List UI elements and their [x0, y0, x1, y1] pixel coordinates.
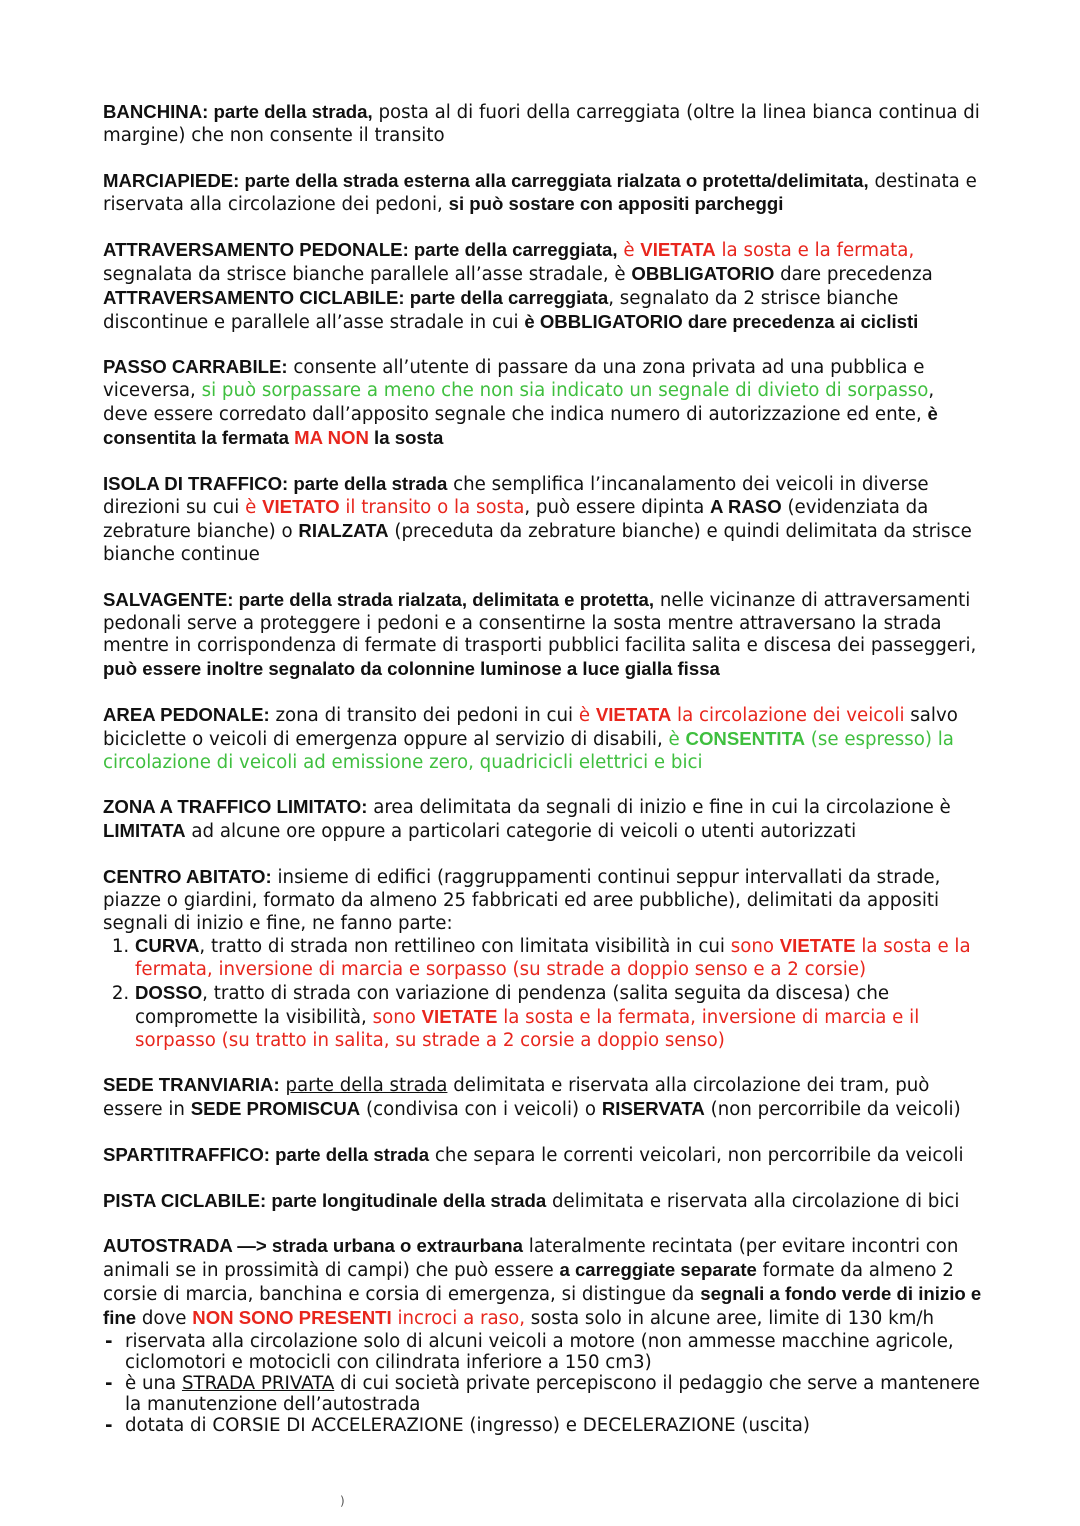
term-ztl: ZONA A TRAFFICO LIMITATO:	[103, 796, 368, 818]
term-isola-traffico: ISOLA DI TRAFFICO: parte della strada	[103, 472, 448, 494]
term-banchina: BANCHINA: parte della strada,	[103, 101, 373, 122]
term-sede-tranviaria: SEDE TRANVIARIA:	[103, 1074, 280, 1096]
list-item: 1. CURVA, tratto di strada non rettilineo con limitata visibilità in cui sono VIETATE la sosta e la fermata, inversione di marcia e sorpasso (su strade a doppio senso e a 2 corsie)	[135, 935, 983, 982]
paragraph-attraversamento-pedonale: ATTRAVERSAMENTO PEDONALE: parte della carreggiata, è VIETATA la sosta e la fermata, segnalata da strisce bianche parallele all’asse stradale, è OBBLIGATORIO dare precedenza	[103, 239, 933, 285]
footer-mark: )	[340, 1494, 345, 1508]
paragraph-area-pedonale: AREA PEDONALE: zona di transito dei pedoni in cui è VIETATA la circolazione dei veicoli salvo biciclette o veicoli di emergenza oppure al servizio di disabili, è CONSENTITA (se espresso) la circolazione di veicoli ad emissione zero, quadricicli elettrici e bici	[103, 703, 958, 773]
term-salvagente: SALVAGENTE: parte della strada rialzata, delimitata e protetta,	[103, 588, 655, 610]
paragraph-ztl: ZONA A TRAFFICO LIMITATO: area delimitata da segnali di inizio e fine in cui la circolazione è LIMITATA ad alcune ore oppure a particolari categorie di veicoli o utenti autorizzati	[103, 796, 951, 843]
term-autostrada: AUTOSTRADA —> strada urbana o extraurbana	[103, 1235, 524, 1257]
paragraph-isola-traffico: ISOLA DI TRAFFICO: parte della strada che semplifica l’incanalamento dei veicoli in diverse direzioni su cui è VIETATO il transito o la sosta, può essere dipinta A RASO (evidenziata da zebrature bianche) o RIALZATA (preceduta da zebrature bianche) e quindi delimitata da strisce bianche continue	[103, 472, 972, 565]
paragraph-sede-tranviaria: SEDE TRANVIARIA: parte della strada delimitata e riservata alla circolazione dei tram, può essere in SEDE PROMISCUA (condivisa con i veicoli) o RISERVATA (non percorribile da veicoli)	[103, 1074, 961, 1121]
term-area-pedonale: AREA PEDONALE:	[103, 703, 270, 725]
list-item: - è una STRADA PRIVATA di cui società private percepiscono il pedaggio che serve a mantenere la manutenzione dell’autostrada	[103, 1373, 983, 1415]
paragraph-banchina: BANCHINA: parte della strada, posta al di fuori della carreggiata (oltre la linea bianca continua di margine) che non consente il transito	[103, 101, 980, 146]
paragraph-attraversamento-ciclabile: ATTRAVERSAMENTO CICLABILE: parte della carreggiata, segnalato da 2 strisce bianche discontinue e parallele all’asse stradale in cui è OBBLIGATORIO dare precedenza ai ciclisti	[103, 286, 919, 333]
term-spartitraffico: SPARTITRAFFICO: parte della strada	[103, 1143, 430, 1165]
list-item: - riservata alla circolazione solo di alcuni veicoli a motore (non ammesse macchine agricole, ciclomotori e motocicli con cilindrata inferiore a 150 cm3)	[103, 1331, 983, 1373]
term-centro-abitato: CENTRO ABITATO:	[103, 865, 272, 887]
term-attraversamento-ciclabile: ATTRAVERSAMENTO CICLABILE: parte della carreggiata	[103, 286, 609, 308]
autostrada-list	[103, 1331, 983, 1438]
paragraph-pista-ciclabile: PISTA CICLABILE: parte longitudinale della strada delimitata e riservata alla circolazione di bici	[103, 1189, 960, 1212]
term-pista-ciclabile: PISTA CICLABILE: parte longitudinale della strada	[103, 1189, 547, 1211]
list-item: - dotata di CORSIE DI ACCELERAZIONE (ingresso) e DECELERAZIONE (uscita)	[103, 1415, 983, 1438]
term-marciapiede: MARCIAPIEDE: parte della strada esterna alla carreggiata rialzata o protetta/delimitata,	[103, 169, 869, 191]
list-item: 2. DOSSO, tratto di strada con variazione di pendenza (salita seguita da discesa) che compromette la visibilità, sono VIETATE la sosta e la fermata, inversione di marcia e il sorpasso (su tratto in salita, su strade a 2 corsie a doppio senso)	[135, 982, 983, 1052]
document-page	[103, 101, 983, 1459]
centro-abitato-list	[103, 935, 983, 1052]
paragraph-autostrada: AUTOSTRADA —> strada urbana o extraurbana lateralmente recintata (per evitare incontri con animali se in prossimità di campi) che può essere a carreggiate separate formate da almeno 2 corsie di marcia, banchina e corsia di emergenza, si distingue da segnali a fondo verde di inizio e fine dove NON SONO PRESENTI incroci a raso, sosta solo in alcune aree, limite di 130 km/h - riservata alla circolazione solo di alcuni veicoli a motore (non ammesse macchine agricole, ciclomotori e motocicli con cilindrata inferiore a 150 cm3) - è una STRADA PRIVATA di cui società private percepiscono il pedaggio che serve a mantenere la manutenzione dell’autostrada - dotata di CORSIE DI ACCELERAZIONE (ingresso) e DECELERAZIONE (uscita)	[103, 1235, 983, 1437]
paragraph-spartitraffico: SPARTITRAFFICO: parte della strada che separa le correnti veicolari, non percorribile da veicoli	[103, 1143, 964, 1166]
term-attraversamento-pedonale: ATTRAVERSAMENTO PEDONALE: parte della carreggiata,	[103, 239, 618, 261]
paragraph-marciapiede: MARCIAPIEDE: parte della strada esterna alla carreggiata rialzata o protetta/delimitata, destinata e riservata alla circolazione dei pedoni, si può sostare con appositi parcheggi	[103, 169, 977, 216]
paragraph-centro-abitato: CENTRO ABITATO: insieme di edifici (raggruppamenti continui seppur intervallati da strade, piazze o giardini, formato da almeno 25 fabbricati ed aree pubbliche), delimitati da appositi segnali di inizio e fine, ne fanno parte: 1. CURVA, tratto di strada non rettilineo con limitata visibilità in cui sono VIETATE la sosta e la fermata, inversione di marcia e sorpasso (su strade a doppio senso e a 2 corsie) 2. DOSSO, tratto di strada con variazione di pendenza (salita seguita da discesa) che compromette la visibilità, sono VIETATE la sosta e la fermata, inversione di marcia e il sorpasso (su tratto in salita, su strade a 2 corsie a doppio senso)	[103, 866, 983, 1052]
paragraph-passo-carrabile: PASSO CARRABILE: consente all’utente di passare da una zona privata ad una pubblica e viceversa, si può sorpassare a meno che non sia indicato un segnale di divieto di sorpasso, deve essere corredato dall’apposito segnale che indica numero di autorizzazione ed ente, è consentita la fermata MA NON la sosta	[103, 356, 938, 448]
term-passo-carrabile: PASSO CARRABILE:	[103, 356, 288, 378]
paragraph-salvagente: SALVAGENTE: parte della strada rialzata, delimitata e protetta, nelle vicinanze di attraversamenti pedonali serve a proteggere i pedoni e a consentirne la sosta mentre attraversano la strada mentre in corrispondenza di fermate di trasporti pubblici facilita salita e discesa dei passeggeri, può essere inoltre segnalato da colonnine luminose a luce gialla fissa	[103, 588, 977, 680]
